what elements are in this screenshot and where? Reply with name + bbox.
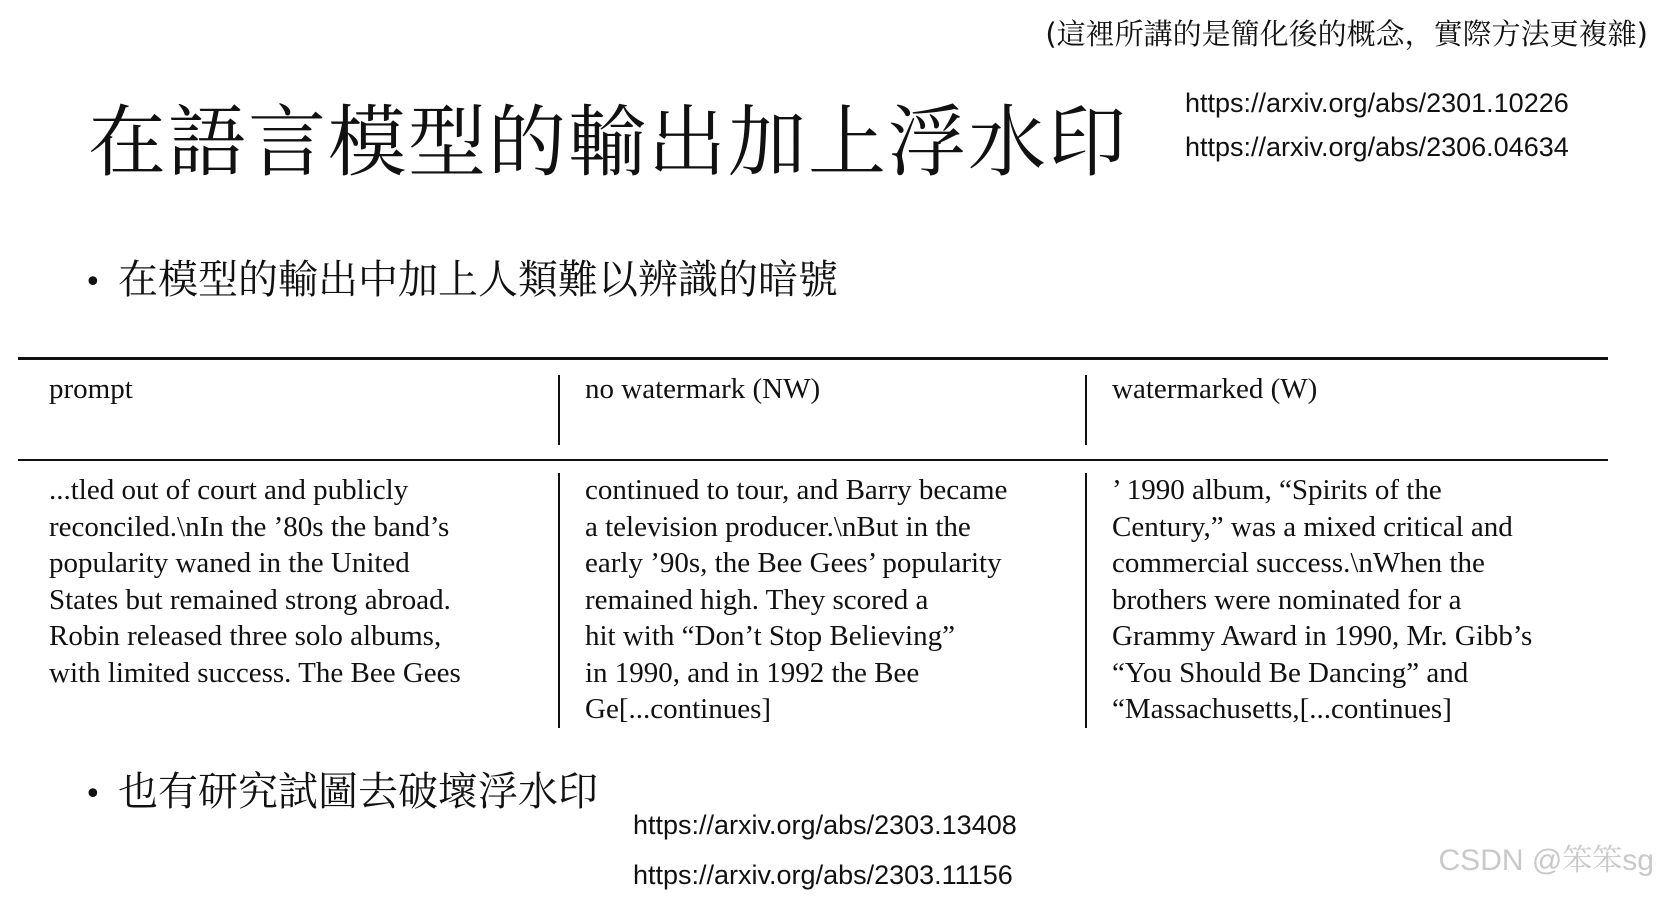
reference-link-2[interactable]: https://arxiv.org/abs/2306.04634: [1185, 132, 1569, 162]
bullet-item-2: [84, 760, 598, 817]
table-line: ’ 1990 album, “Spirits of the: [1112, 474, 1442, 506]
table-header-prompt: prompt: [49, 373, 133, 405]
column-divider: [558, 375, 560, 445]
table-line: “Massachusetts,[...continues]: [1112, 693, 1452, 725]
table-line: a television producer.\nBut in the: [585, 510, 971, 543]
table-line: remained high. They scored a: [585, 583, 929, 616]
column-divider: [558, 473, 560, 728]
table-line: ...tled out of court and publicly: [49, 474, 409, 506]
table-line: “You Should Be Dancing” and: [1112, 656, 1469, 689]
table-line: hit with “Don’t Stop Believing”: [585, 620, 955, 652]
bullet-item-1: [84, 248, 838, 305]
table-line: Robin released three solo albums,: [49, 620, 442, 652]
table-line: reconciled.\nIn the ’80s the band’s: [49, 510, 450, 543]
table-header-no-watermark: no watermark (NW): [585, 373, 821, 405]
table-line: continued to tour, and Barry became: [585, 474, 1008, 506]
table-header-rule: [18, 459, 1608, 461]
reference-link-4[interactable]: https://arxiv.org/abs/2303.11156: [633, 860, 1013, 890]
table-line: with limited success. The Bee Gees: [49, 656, 461, 689]
table-top-rule: [18, 357, 1608, 360]
csdn-watermark: CSDN @笨笨sg: [1438, 844, 1654, 877]
table-header-watermarked: watermarked (W): [1112, 373, 1318, 405]
example-table: [18, 357, 1608, 737]
table-line: commercial success.\nWhen the: [1112, 547, 1485, 579]
table-line: Grammy Award in 1990, Mr. Gibb’s: [1112, 620, 1533, 652]
table-cell-watermarked: [1112, 472, 1532, 728]
table-line: in 1990, and in 1992 the Bee: [585, 656, 920, 689]
table-line: Century,” was a mixed critical and: [1112, 510, 1513, 543]
table-line: Ge[...continues]: [585, 693, 772, 725]
column-divider: [1085, 375, 1087, 445]
table-line: brothers were nominated for a: [1112, 583, 1462, 616]
table-cell-no-watermark: [585, 472, 1007, 728]
table-line: early ’90s, the Bee Gees’ popularity: [585, 547, 1002, 579]
slide-title: 在語言模型的輸出加上浮水印: [88, 98, 1129, 188]
note-text: (這裡所講的是簡化後的概念，實際方法更複雜): [1045, 17, 1648, 51]
bullet-dot-icon: •: [84, 264, 102, 300]
reference-link-3[interactable]: https://arxiv.org/abs/2303.13408: [633, 810, 1017, 840]
bullet-text: 在模型的輸出中加上人類難以辨識的暗號: [118, 257, 838, 303]
reference-link-1[interactable]: https://arxiv.org/abs/2301.10226: [1185, 88, 1569, 118]
column-divider: [1085, 473, 1087, 728]
table-line: States but remained strong abroad.: [49, 583, 451, 616]
table-line: popularity waned in the United: [49, 547, 410, 579]
bullet-dot-icon: •: [84, 776, 102, 812]
table-cell-prompt: [49, 472, 461, 691]
bullet-text: 也有研究試圖去破壞浮水印: [118, 769, 598, 815]
